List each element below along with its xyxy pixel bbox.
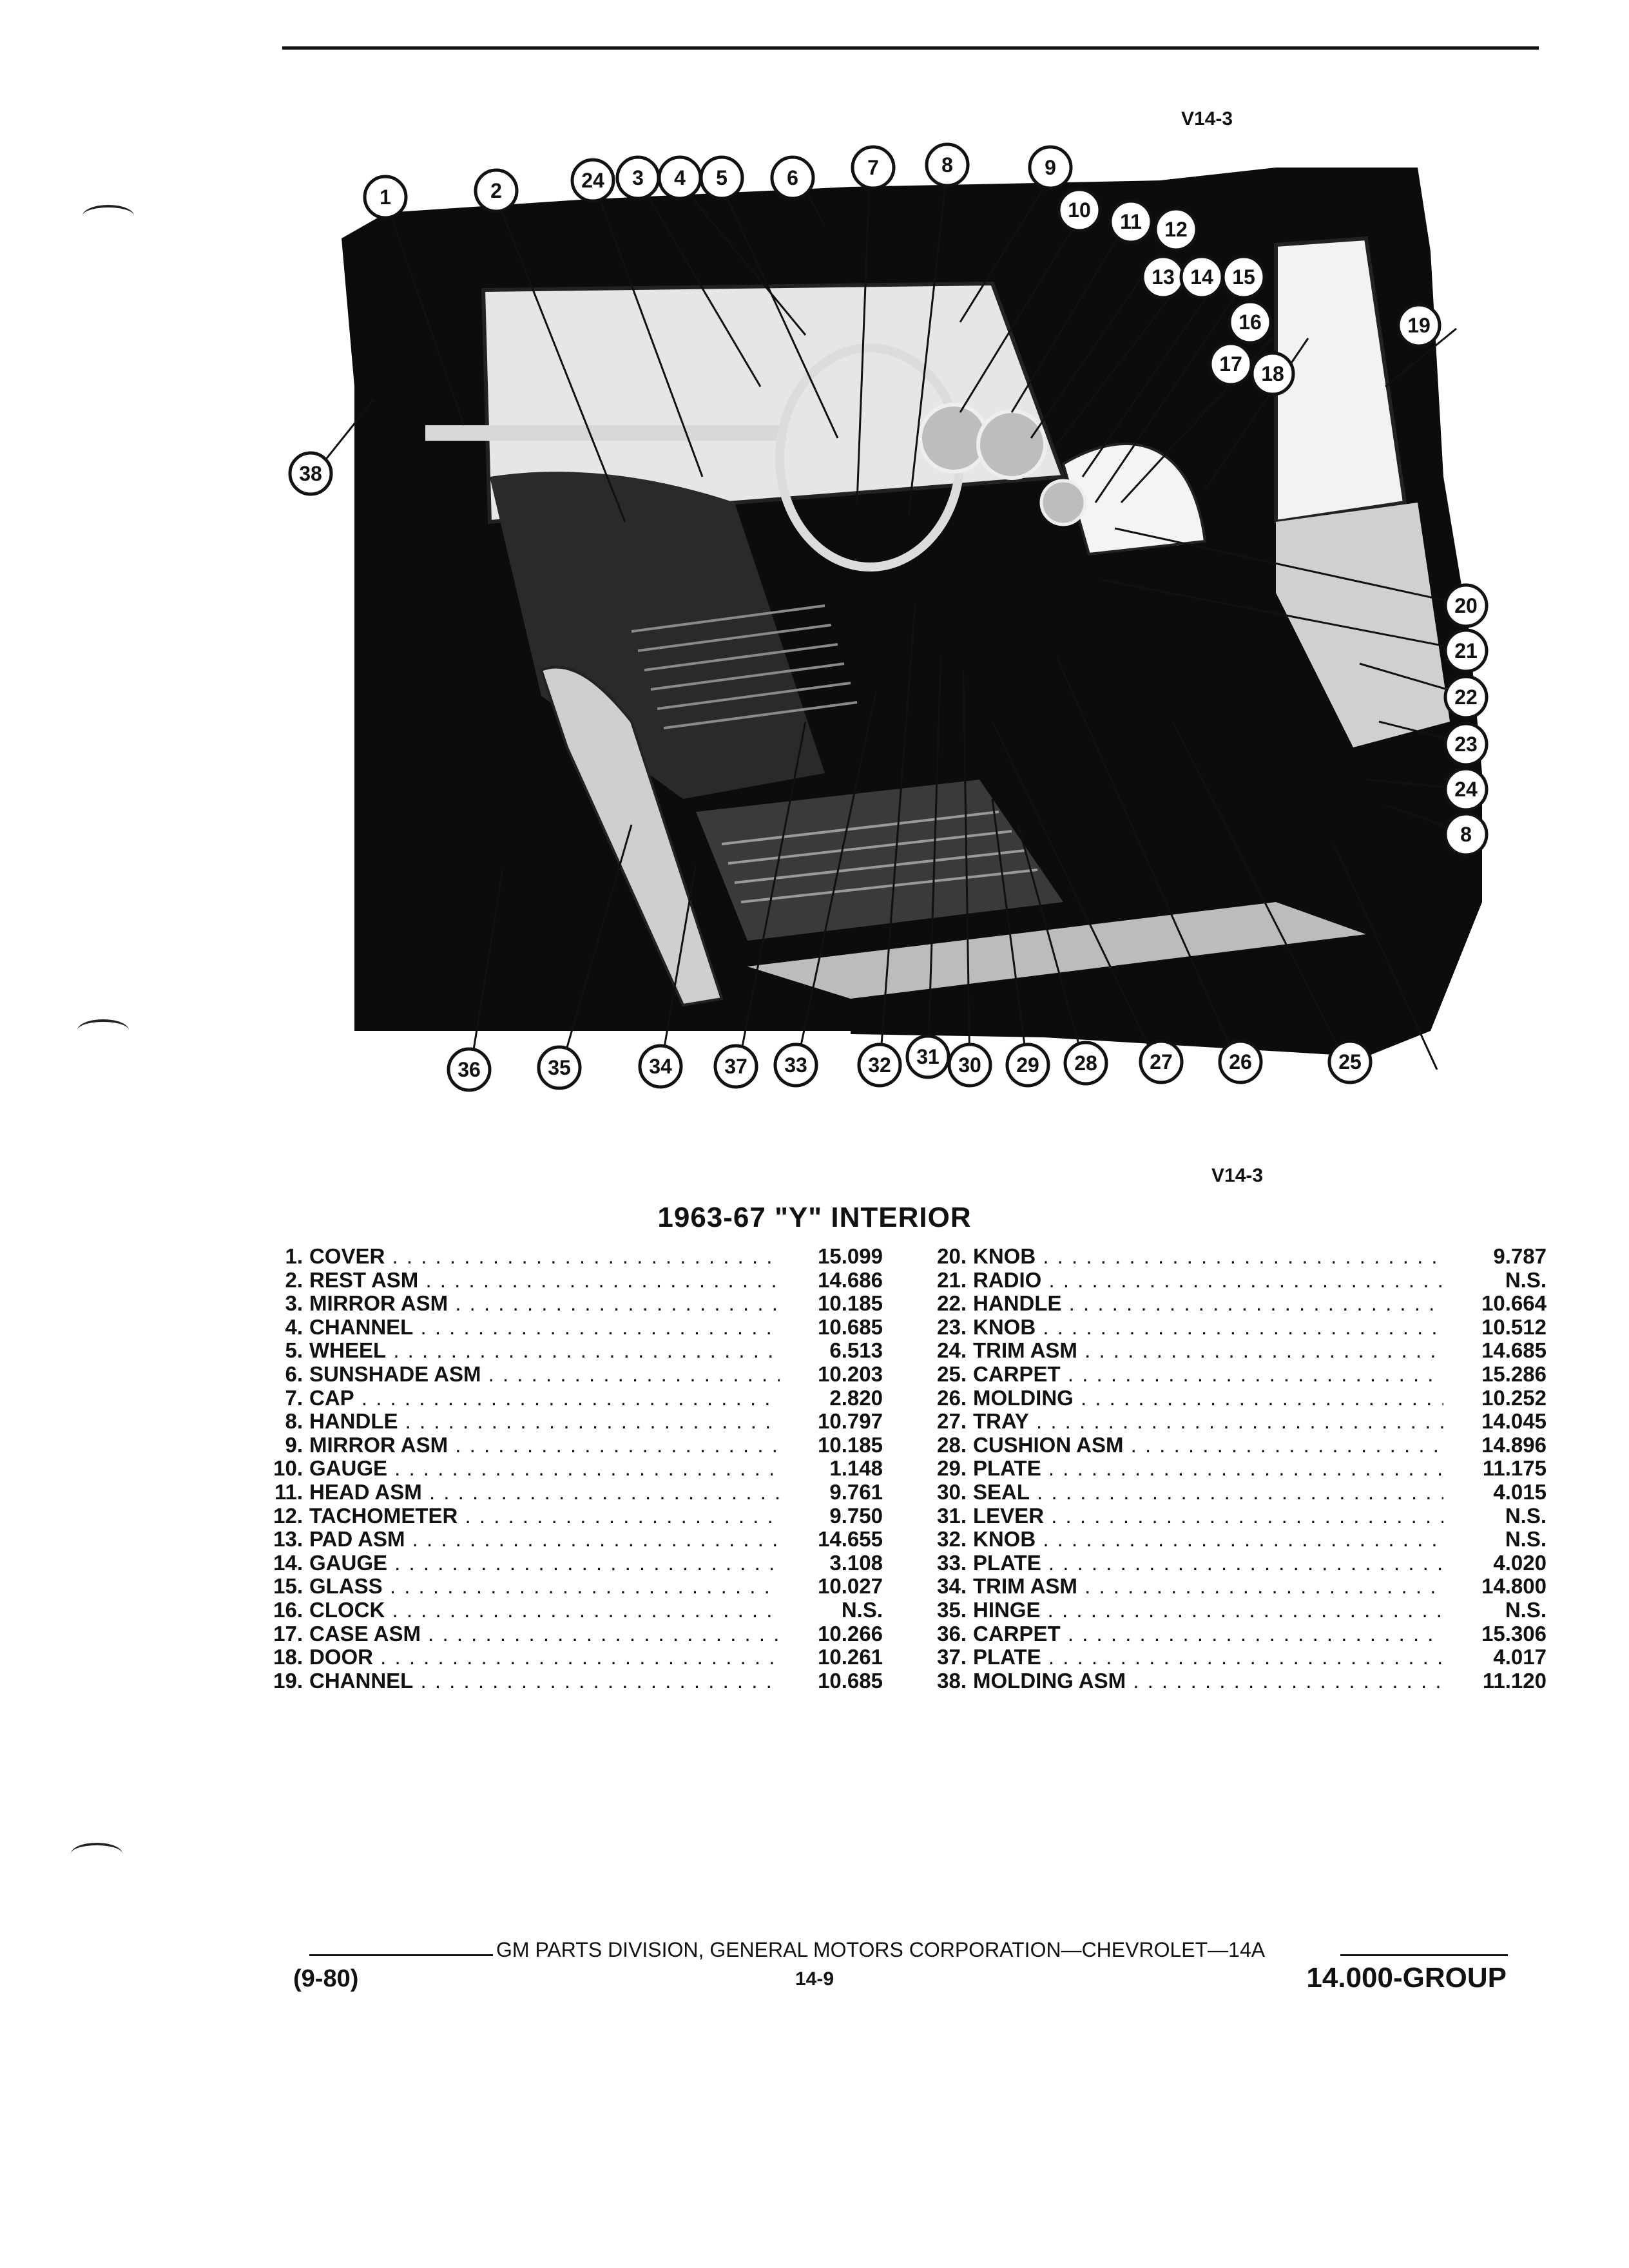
part-name: PLATE . . . (973, 1646, 1443, 1669)
part-group-value: 14.686 (818, 1267, 883, 1292)
callout-25 (1329, 1041, 1371, 1082)
part-row (915, 1528, 1547, 1552)
part-number: 28. (937, 1432, 967, 1457)
svg-text:10: 10 (1068, 198, 1091, 222)
part-number: 25. (937, 1361, 967, 1386)
part-number: 1. (285, 1244, 303, 1268)
footer-page-number: 14-9 (795, 1968, 834, 1990)
part-number: 22. (937, 1291, 967, 1316)
part-name: KNOB . . . (973, 1316, 1443, 1340)
part-group-value: 10.685 (818, 1668, 883, 1693)
callout-16 (1229, 302, 1271, 343)
part-number: 3. (285, 1291, 303, 1316)
svg-text:27: 27 (1150, 1050, 1173, 1073)
margin-mark (77, 1019, 129, 1041)
part-group-value: N.S. (1505, 1503, 1547, 1528)
part-number: 27. (937, 1409, 967, 1434)
callout-28 (1065, 1043, 1106, 1084)
part-row (915, 1339, 1547, 1363)
callout-36 (448, 1049, 490, 1090)
part-row (915, 1504, 1547, 1528)
part-number: 35. (937, 1597, 967, 1622)
part-name: MOLDING . . . (973, 1387, 1443, 1410)
svg-text:24: 24 (581, 169, 604, 192)
callout-15 (1223, 256, 1264, 298)
callout-26 (1220, 1041, 1261, 1082)
svg-text:5: 5 (716, 166, 728, 189)
part-group-value: 10.185 (818, 1432, 883, 1457)
svg-text:22: 22 (1454, 686, 1478, 709)
part-row (251, 1669, 883, 1693)
callout-7 (853, 147, 894, 188)
part-name: REST ASM . . . (309, 1269, 780, 1293)
callout-29 (1007, 1044, 1048, 1086)
callout-32 (859, 1044, 900, 1086)
part-name: PLATE . . . (973, 1552, 1443, 1575)
part-group-value: N.S. (1505, 1597, 1547, 1622)
part-row (251, 1410, 883, 1434)
part-name: DOOR . . . (309, 1646, 780, 1669)
callout-12 (1155, 209, 1197, 250)
callout-13 (1142, 256, 1184, 298)
part-row (251, 1552, 883, 1575)
part-row (915, 1575, 1547, 1599)
footer-rule-right (1340, 1954, 1508, 1956)
part-row (915, 1269, 1547, 1293)
part-row (251, 1316, 883, 1340)
part-number: 12. (273, 1503, 303, 1528)
svg-text:26: 26 (1229, 1050, 1252, 1073)
svg-text:24: 24 (1454, 778, 1478, 801)
margin-mark (71, 1843, 122, 1865)
callout-21 (1445, 630, 1487, 671)
gauge (978, 411, 1045, 478)
callout-8b (1445, 814, 1487, 855)
part-row (251, 1292, 883, 1316)
interior-illustration (271, 142, 1521, 1160)
svg-text:6: 6 (787, 166, 798, 189)
part-row (915, 1410, 1547, 1434)
part-number: 33. (937, 1550, 967, 1575)
part-name: CHANNEL . . . (309, 1316, 780, 1340)
part-number: 13. (273, 1527, 303, 1552)
part-name: MIRROR ASM . . . (309, 1292, 780, 1316)
part-group-value: 9.761 (829, 1479, 883, 1504)
part-group-value: 10.027 (818, 1574, 883, 1599)
page-title: 1963-67 "Y" INTERIOR (657, 1202, 972, 1233)
callout-19 (1398, 305, 1440, 346)
part-group-value: 11.120 (1482, 1668, 1547, 1693)
svg-text:14: 14 (1190, 265, 1213, 289)
part-group-value: 10.266 (818, 1621, 883, 1646)
callout-31 (907, 1036, 949, 1077)
part-row (251, 1575, 883, 1599)
part-row (915, 1481, 1547, 1504)
callout-3 (617, 157, 659, 198)
part-number: 37. (937, 1645, 967, 1669)
callout-10 (1059, 189, 1100, 231)
part-name: CARPET . . . (973, 1363, 1443, 1387)
callout-1 (365, 177, 406, 218)
callout-17 (1210, 343, 1251, 385)
part-number: 8. (285, 1409, 303, 1434)
callout-38 (290, 453, 331, 494)
svg-text:31: 31 (916, 1045, 940, 1068)
part-row (915, 1387, 1547, 1410)
part-group-value: 10.252 (1481, 1385, 1547, 1410)
callout-22 (1445, 677, 1487, 718)
part-number: 34. (937, 1574, 967, 1599)
part-group-value: 4.015 (1493, 1479, 1547, 1504)
part-name: KNOB . . . (973, 1245, 1443, 1269)
part-number: 36. (937, 1621, 967, 1646)
part-group-value: 10.664 (1481, 1291, 1547, 1316)
part-group-value: 10.685 (818, 1314, 883, 1339)
callout-14 (1181, 256, 1222, 298)
part-row (251, 1434, 883, 1457)
part-group-value: N.S. (841, 1597, 883, 1622)
part-number: 14. (273, 1550, 303, 1575)
svg-text:25: 25 (1338, 1050, 1362, 1073)
part-row (251, 1387, 883, 1410)
part-row (915, 1552, 1547, 1575)
part-name: HANDLE . . . (973, 1292, 1443, 1316)
part-row (251, 1339, 883, 1363)
callout-20 (1445, 585, 1487, 626)
part-name: CUSHION ASM . . . (973, 1434, 1443, 1457)
part-group-value: 14.896 (1481, 1432, 1547, 1457)
callout-8 (927, 144, 968, 186)
callout-11 (1110, 201, 1152, 242)
part-row (251, 1528, 883, 1552)
part-name: GAUGE . . . (309, 1552, 780, 1575)
part-row (251, 1646, 883, 1669)
part-name: PAD ASM . . . (309, 1528, 780, 1552)
callout-37 (715, 1046, 757, 1087)
svg-text:17: 17 (1219, 352, 1242, 376)
svg-text:18: 18 (1261, 362, 1284, 385)
part-group-value: 9.787 (1493, 1244, 1547, 1268)
callout-35 (539, 1047, 580, 1088)
part-name: CAP . . . (309, 1387, 780, 1410)
svg-text:13: 13 (1152, 265, 1175, 289)
part-number: 19. (273, 1668, 303, 1693)
part-number: 29. (937, 1456, 967, 1481)
part-row (915, 1434, 1547, 1457)
part-name: TRAY . . . (973, 1410, 1443, 1434)
part-group-value: 3.108 (829, 1550, 883, 1575)
callout-6 (772, 157, 813, 198)
svg-text:12: 12 (1164, 218, 1188, 241)
svg-text:3: 3 (632, 166, 644, 189)
part-group-value: 14.655 (818, 1527, 883, 1552)
callout-27 (1141, 1041, 1182, 1082)
part-number: 17. (273, 1621, 303, 1646)
footer-group: 14.000-GROUP (1306, 1962, 1507, 1994)
part-row (251, 1457, 883, 1481)
part-group-value: N.S. (1505, 1267, 1547, 1292)
part-row (915, 1316, 1547, 1340)
svg-text:16: 16 (1239, 311, 1262, 334)
callout-5 (701, 157, 742, 198)
part-number: 9. (285, 1432, 303, 1457)
part-name: SUNSHADE ASM . . . (309, 1363, 780, 1387)
part-number: 31. (937, 1503, 967, 1528)
grab-bar (425, 425, 786, 441)
callout-33 (775, 1044, 816, 1086)
part-group-value: 10.203 (818, 1361, 883, 1386)
svg-text:8: 8 (941, 153, 953, 177)
part-row (251, 1363, 883, 1387)
figure-code-top: V14-3 (1181, 108, 1233, 130)
footer-rule-left (309, 1954, 493, 1956)
part-number: 20. (937, 1244, 967, 1268)
part-name: CHANNEL . . . (309, 1669, 780, 1693)
part-number: 38. (937, 1668, 967, 1693)
part-number: 10. (273, 1456, 303, 1481)
callout-34 (640, 1046, 681, 1087)
part-row (251, 1481, 883, 1504)
part-row (915, 1646, 1547, 1669)
part-group-value: 4.017 (1493, 1645, 1547, 1669)
part-number: 7. (285, 1385, 303, 1410)
part-number: 32. (937, 1527, 967, 1552)
page-area (354, 1031, 851, 1160)
part-number: 21. (937, 1267, 967, 1292)
part-group-value: 14.045 (1481, 1409, 1547, 1434)
part-row (251, 1504, 883, 1528)
part-group-value: 15.099 (818, 1244, 883, 1268)
part-group-value: 4.020 (1493, 1550, 1547, 1575)
part-group-value: 14.685 (1481, 1338, 1547, 1363)
part-name: KNOB . . . (973, 1528, 1443, 1552)
part-name: TRIM ASM . . . (973, 1339, 1443, 1363)
part-name: CLOCK . . . (309, 1599, 780, 1622)
svg-text:8: 8 (1460, 823, 1472, 846)
part-row (251, 1622, 883, 1646)
svg-text:9: 9 (1045, 156, 1056, 179)
part-group-value: 1.148 (829, 1456, 883, 1481)
part-group-value: 10.261 (818, 1645, 883, 1669)
part-name: GAUGE . . . (309, 1457, 780, 1481)
part-row (915, 1245, 1547, 1269)
svg-text:37: 37 (724, 1055, 747, 1078)
part-row (915, 1292, 1547, 1316)
part-number: 26. (937, 1385, 967, 1410)
svg-text:2: 2 (490, 179, 502, 202)
interior-drawing (271, 142, 1521, 1160)
svg-text:23: 23 (1454, 733, 1478, 756)
part-row (915, 1457, 1547, 1481)
svg-text:32: 32 (868, 1053, 891, 1077)
svg-text:20: 20 (1454, 594, 1478, 617)
part-name: PLATE . . . (973, 1457, 1443, 1481)
part-name: LEVER . . . (973, 1504, 1443, 1528)
svg-text:35: 35 (548, 1056, 571, 1079)
callout-30 (949, 1044, 990, 1086)
part-name: SEAL . . . (973, 1481, 1443, 1504)
callout-2 (476, 170, 517, 211)
part-name: CARPET . . . (973, 1622, 1443, 1646)
part-group-value: 10.797 (818, 1409, 883, 1434)
svg-text:29: 29 (1016, 1053, 1039, 1077)
part-number: 5. (285, 1338, 303, 1363)
part-name: HANDLE . . . (309, 1410, 780, 1434)
part-name: TRIM ASM . . . (973, 1575, 1443, 1599)
part-group-value: 15.286 (1481, 1361, 1547, 1386)
part-group-value: 15.306 (1481, 1621, 1547, 1646)
part-number: 16. (273, 1597, 303, 1622)
svg-text:30: 30 (958, 1053, 981, 1077)
part-group-value: 11.175 (1482, 1456, 1547, 1481)
part-row (251, 1269, 883, 1293)
svg-text:7: 7 (867, 156, 879, 179)
callout-23 (1445, 724, 1487, 765)
top-rule (282, 46, 1539, 50)
part-number: 11. (274, 1479, 303, 1504)
svg-text:11: 11 (1120, 210, 1142, 233)
part-group-value: N.S. (1505, 1527, 1547, 1552)
callout-18 (1252, 353, 1293, 394)
part-number: 15. (273, 1574, 303, 1599)
svg-text:28: 28 (1074, 1052, 1097, 1075)
callout-4 (659, 157, 700, 198)
part-name: MIRROR ASM . . . (309, 1434, 780, 1457)
footer-division: GM PARTS DIVISION, GENERAL MOTORS CORPORATION—CHEVROLET—14A (496, 1938, 1266, 1961)
part-name: HEAD ASM . . . (309, 1481, 780, 1504)
svg-text:38: 38 (299, 462, 322, 485)
svg-text:19: 19 (1407, 314, 1431, 337)
part-number: 24. (937, 1338, 967, 1363)
callout-24 (572, 160, 613, 201)
part-name: HINGE . . . (973, 1599, 1443, 1622)
part-row (915, 1669, 1547, 1693)
parts-list-right (915, 1245, 1547, 1693)
part-name: GLASS . . . (309, 1575, 780, 1599)
part-group-value: 9.750 (829, 1503, 883, 1528)
figure-code-bottom: V14-3 (1211, 1165, 1264, 1186)
part-number: 4. (285, 1314, 303, 1339)
part-number: 30. (937, 1479, 967, 1504)
part-name: TACHOMETER . . . (309, 1504, 780, 1528)
part-name: COVER . . . (309, 1245, 780, 1269)
svg-text:4: 4 (674, 166, 686, 189)
part-name: RADIO . . . (973, 1269, 1443, 1293)
clock (1041, 481, 1085, 524)
part-number: 18. (273, 1645, 303, 1669)
svg-text:36: 36 (458, 1058, 481, 1081)
parts-list-left (251, 1245, 883, 1693)
callout-9 (1030, 147, 1071, 188)
part-row (251, 1599, 883, 1622)
part-group-value: 2.820 (829, 1385, 883, 1410)
svg-text:34: 34 (649, 1055, 672, 1078)
svg-text:33: 33 (784, 1053, 807, 1077)
part-number: 2. (285, 1267, 303, 1292)
part-row (915, 1622, 1547, 1646)
part-row (915, 1599, 1547, 1622)
part-name: MOLDING ASM . . . (973, 1669, 1443, 1693)
part-row (251, 1245, 883, 1269)
part-group-value: 10.185 (818, 1291, 883, 1316)
svg-text:1: 1 (380, 186, 391, 209)
part-group-value: 6.513 (829, 1338, 883, 1363)
svg-text:21: 21 (1454, 639, 1478, 662)
part-group-value: 10.512 (1481, 1314, 1547, 1339)
callout-24b (1445, 769, 1487, 810)
part-row (915, 1363, 1547, 1387)
margin-mark (82, 205, 134, 227)
part-number: 23. (937, 1314, 967, 1339)
part-name: CASE ASM . . . (309, 1622, 780, 1646)
part-group-value: 14.800 (1481, 1574, 1547, 1599)
footer-date: (9-80) (293, 1965, 359, 1992)
part-number: 6. (285, 1361, 303, 1386)
part-name: WHEEL . . . (309, 1339, 780, 1363)
svg-text:15: 15 (1232, 265, 1255, 289)
